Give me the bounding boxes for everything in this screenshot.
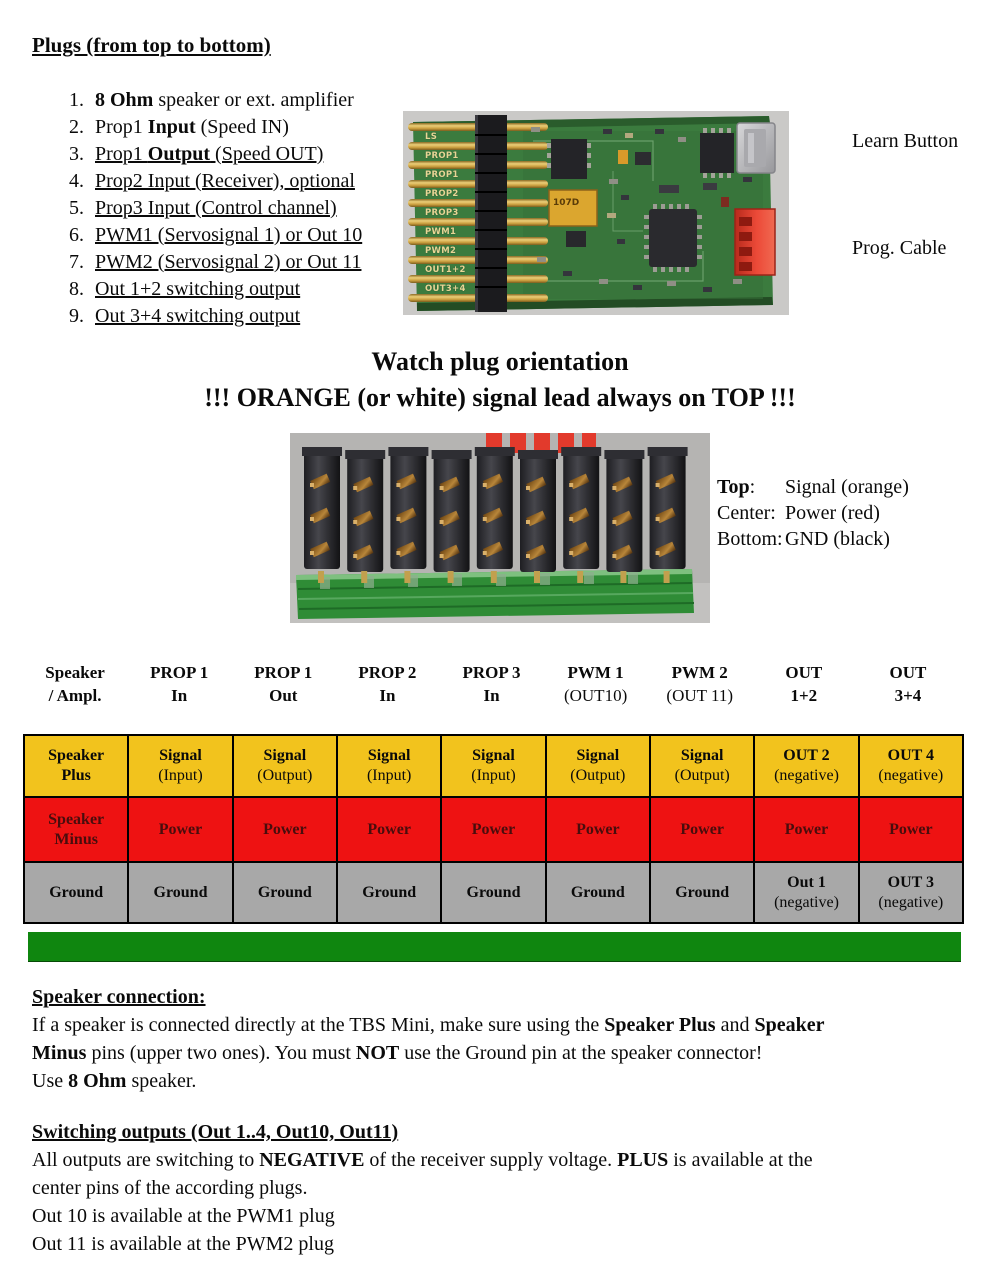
- text-segment: Prop3 Input (Control channel): [95, 197, 337, 219]
- text-segment: Bottom:: [717, 528, 783, 550]
- table-cell: [234, 798, 336, 861]
- text-segment: Out 3+4 switching output: [95, 305, 301, 327]
- plug-number: 4.: [69, 170, 84, 192]
- column-header: [231, 661, 335, 707]
- text-segment: Speaker Plus: [604, 1014, 716, 1036]
- plug-number: 7.: [69, 251, 84, 273]
- table-cell-line: Power: [263, 820, 307, 838]
- text-segment: PWM1 (Servosignal 1) or Out 10: [95, 224, 363, 246]
- text-segment: speaker.: [126, 1070, 197, 1092]
- pin-label: PWM2: [425, 246, 457, 256]
- plug-list-item: [60, 305, 362, 332]
- table-cell: [25, 736, 127, 796]
- text-segment: Use: [32, 1070, 69, 1092]
- column-header-line: PWM 2: [671, 663, 728, 682]
- column-header-line: PROP 2: [358, 663, 417, 682]
- plug-list-item: [60, 116, 362, 143]
- column-header-line: Out: [269, 686, 298, 705]
- pin-label: PWM1: [425, 227, 457, 237]
- table-cell-line: Power: [680, 820, 724, 838]
- table-cell-line: Speaker: [48, 810, 105, 828]
- plug-number: 9.: [69, 305, 84, 327]
- column-header-line: 3+4: [894, 686, 922, 705]
- legend-key: [717, 526, 785, 552]
- table-cell-line: Signal: [159, 747, 202, 764]
- text-segment: PLUS: [617, 1149, 669, 1171]
- table-cell: [129, 863, 231, 922]
- text-segment: use the Ground pin at the speaker connector!: [399, 1042, 763, 1064]
- text-segment: Speaker: [754, 1014, 825, 1036]
- prog-cable-label: Prog. Cable: [852, 237, 947, 259]
- table-cell: [442, 863, 544, 922]
- text-line: [32, 1039, 982, 1067]
- table-cell-line: Ground: [49, 883, 104, 901]
- plug-label: [95, 170, 355, 197]
- plug-connectors: [302, 447, 688, 583]
- section-speaker-connection: [32, 983, 982, 1095]
- text-segment: and: [715, 1014, 755, 1036]
- plug-label: [95, 278, 300, 305]
- plug-number: 2.: [69, 116, 84, 138]
- column-header: [544, 661, 648, 707]
- pin-table-header: [23, 661, 960, 707]
- legend-value: Signal (orange): [785, 476, 909, 498]
- learn-button-label: Learn Button: [852, 130, 959, 152]
- table-cell: [338, 798, 440, 861]
- table-cell: [755, 798, 857, 861]
- table-cell-line: Power: [784, 820, 829, 838]
- plug-list-item: [60, 170, 362, 197]
- plug-number: 6.: [69, 224, 84, 246]
- table-cell-line: Plus: [61, 767, 91, 784]
- plug-label: [95, 251, 361, 278]
- plug-list-item: [60, 89, 362, 116]
- table-cell-line: Speaker: [48, 747, 105, 764]
- plugs-photo-image: [290, 433, 710, 623]
- text-segment: Top: [717, 476, 750, 498]
- text-segment: is available at the: [668, 1149, 813, 1171]
- section-switching-outputs: [32, 1118, 982, 1258]
- table-cell-line: (negative): [878, 767, 944, 784]
- text-line: [32, 1067, 982, 1095]
- table-cell-line: (Output): [257, 767, 313, 784]
- table-cell-line: Out 1: [787, 873, 826, 891]
- column-header: [23, 661, 127, 707]
- pin-header-strip: [475, 115, 507, 312]
- legend-key: [717, 500, 785, 526]
- plug-list: [60, 89, 362, 332]
- column-header: [648, 661, 752, 707]
- text-segment: If a speaker is connected directly at the TBS Mini, make sure using the: [32, 1014, 605, 1036]
- plug-list-item: [60, 224, 362, 251]
- text-segment: Out 10 is available at the PWM1 plug: [32, 1205, 335, 1227]
- text-line: [32, 1146, 982, 1174]
- table-cell-line: Signal: [576, 747, 620, 764]
- table-cell: [547, 736, 649, 796]
- pin-label: PROP1: [425, 151, 459, 161]
- text-line: [32, 1202, 982, 1230]
- pin-label: PROP3: [425, 208, 459, 218]
- plug-legend: [717, 474, 909, 552]
- text-segment: PWM2 (Servosignal 2) or Out 11: [95, 251, 362, 273]
- text-segment: (Speed OUT): [210, 143, 324, 165]
- plug-number: 5.: [69, 197, 84, 219]
- table-cell-line: (negative): [774, 767, 839, 784]
- column-header-line: OUT: [889, 663, 927, 682]
- table-cell: [651, 736, 753, 796]
- table-cell-line: Power: [576, 820, 620, 838]
- text-segment: NOT: [355, 1042, 400, 1064]
- table-cell-line: (negative): [878, 893, 944, 911]
- ic-chip-2: [700, 133, 734, 173]
- table-cell: [755, 736, 857, 796]
- plug-label: [95, 143, 323, 170]
- table-cell: [234, 736, 336, 796]
- table-cell-line: (Input): [366, 767, 412, 784]
- plug-list-item: [60, 197, 362, 224]
- column-header-line: PROP 1: [254, 663, 313, 682]
- column-header-line: 1+2: [790, 686, 818, 705]
- pin-label: OUT1+2: [425, 265, 466, 275]
- table-cell-line: OUT 3: [887, 873, 935, 891]
- legend-row: [717, 500, 909, 526]
- processor-chip: [644, 204, 702, 272]
- pin-label: OUT3+4: [425, 284, 466, 294]
- tantalum-capacitor: [549, 190, 597, 226]
- text-segment: Minus: [32, 1042, 87, 1064]
- column-header: [439, 661, 543, 707]
- column-header-line: (OUT10): [563, 686, 628, 705]
- table-cell: [129, 798, 231, 861]
- column-header-line: PWM 1: [567, 663, 624, 682]
- plug-label: [95, 116, 289, 143]
- orientation-warning: [0, 344, 1000, 416]
- text-line: [32, 1174, 982, 1202]
- orientation-line-2: !!! ORANGE (or white) signal lead always on TOP !!!: [204, 383, 796, 412]
- table-cell-line: Ground: [675, 883, 730, 901]
- pin-table: [23, 734, 964, 924]
- column-header-line: In: [171, 686, 188, 705]
- table-cell: [651, 863, 753, 922]
- legend-row: [717, 474, 909, 500]
- learn-button-photo: [737, 123, 775, 173]
- table-cell-line: Ground: [466, 883, 521, 901]
- plug-number: 3.: [69, 143, 84, 165]
- column-header-line: (OUT 11): [666, 686, 733, 705]
- column-header-line: OUT: [785, 663, 823, 682]
- table-cell-line: (Output): [674, 767, 730, 784]
- text-segment: Prop1: [95, 116, 148, 138]
- table-cell-line: Ground: [362, 883, 417, 901]
- pin-label: PROP2: [425, 189, 459, 199]
- table-cell: [651, 798, 753, 861]
- column-header-line: Speaker: [45, 663, 105, 682]
- table-cell: [547, 863, 649, 922]
- table-cell-line: (Input): [471, 767, 516, 784]
- pin-label: PROP1: [425, 170, 459, 180]
- table-cell-line: Signal: [680, 747, 724, 764]
- table-cell: [860, 798, 962, 861]
- plug-number: 1.: [69, 89, 84, 111]
- smd-orange: [618, 150, 628, 164]
- legend-key: [717, 474, 785, 500]
- table-cell-line: Ground: [257, 883, 312, 901]
- column-header: [335, 661, 439, 707]
- table-cell-line: Signal: [263, 747, 307, 764]
- text-segment: 8 Ohm: [68, 1070, 127, 1092]
- text-segment: of the receiver supply voltage.: [364, 1149, 618, 1171]
- table-cell-line: Signal: [367, 747, 411, 764]
- table-cell: [860, 736, 962, 796]
- text-segment: Out 1+2 switching output: [95, 278, 301, 300]
- column-header-line: PROP 3: [462, 663, 521, 682]
- table-cell: [234, 863, 336, 922]
- table-cell-line: Power: [889, 820, 933, 838]
- column-header-line: In: [379, 686, 396, 705]
- section-body: [32, 1011, 982, 1095]
- legend-row: [717, 526, 909, 552]
- table-cell-line: (negative): [774, 893, 839, 911]
- page-title: Plugs (from top to bottom): [32, 33, 271, 57]
- table-cell: [338, 736, 440, 796]
- text-segment: Output: [147, 143, 211, 165]
- table-cell-line: Minus: [54, 830, 98, 848]
- table-cell-line: OUT 2: [783, 747, 830, 764]
- text-segment: Out 11 is available at the PWM2 plug: [32, 1233, 334, 1255]
- table-cell: [547, 798, 649, 861]
- prog-connector: [735, 209, 775, 275]
- column-header-line: In: [483, 686, 500, 705]
- table-cell-line: Ground: [570, 883, 625, 901]
- plug-label: [95, 89, 354, 116]
- table-cell-line: Power: [471, 820, 516, 838]
- plug-list-item: [60, 143, 362, 170]
- table-cell: [338, 863, 440, 922]
- orientation-line-1: Watch plug orientation: [371, 347, 629, 376]
- text-segment: speaker or ext. amplifier: [153, 89, 354, 111]
- plug-list-item: [60, 251, 362, 278]
- table-cell: [860, 863, 962, 922]
- text-segment: 8 Ohm: [95, 89, 154, 111]
- plug-label: [95, 224, 362, 251]
- text-segment: Input: [147, 116, 196, 138]
- text-segment: (Speed IN): [195, 116, 289, 138]
- ic-chip: [551, 139, 587, 179]
- table-cell-line: (Output): [570, 767, 626, 784]
- table-cell-line: (Input): [158, 767, 203, 784]
- text-segment: Prop2 Input (Receiver), optional: [95, 170, 355, 192]
- plugs-photo: [290, 433, 710, 623]
- table-cell-line: Power: [367, 820, 411, 838]
- column-header-line: / Ampl.: [48, 686, 102, 705]
- text-line: [32, 1011, 982, 1039]
- text-segment: Center:: [717, 502, 776, 524]
- table-cell-line: Signal: [472, 747, 515, 764]
- module-photo: [403, 111, 789, 315]
- table-cell: [25, 798, 127, 861]
- table-cell: [129, 736, 231, 796]
- section-body: [32, 1146, 982, 1258]
- text-segment: :: [749, 476, 756, 498]
- plug-label: [95, 305, 300, 332]
- text-segment: Prop1: [95, 143, 148, 165]
- plug-label: [95, 197, 337, 224]
- legend-value: Power (red): [785, 502, 880, 524]
- column-header: [127, 661, 231, 707]
- section-heading: Speaker connection:: [32, 986, 206, 1008]
- column-header-line: PROP 1: [150, 663, 209, 682]
- plug-list-item: [60, 278, 362, 305]
- table-cell: [755, 863, 857, 922]
- table-cell: [442, 798, 544, 861]
- table-cell-line: Ground: [153, 883, 208, 901]
- green-board-bar: [28, 932, 961, 962]
- text-segment: NEGATIVE: [259, 1149, 365, 1171]
- legend-value: GND (black): [785, 528, 890, 550]
- text-segment: pins (upper two ones). You must: [86, 1042, 356, 1064]
- text-line: [32, 1230, 982, 1258]
- capacitor-label: 107D: [553, 198, 580, 208]
- plug-number: 8.: [69, 278, 84, 300]
- column-header: [752, 661, 856, 707]
- table-cell-line: OUT 4: [887, 747, 935, 764]
- table-cell: [442, 736, 544, 796]
- section-heading: Switching outputs (Out 1..4, Out10, Out11): [32, 1121, 399, 1143]
- table-cell: [25, 863, 127, 922]
- column-header: [856, 661, 960, 707]
- text-segment: center pins of the according plugs.: [32, 1177, 308, 1199]
- table-cell-line: Power: [158, 820, 203, 838]
- pin-label: LS: [425, 132, 438, 142]
- text-segment: All outputs are switching to: [32, 1149, 260, 1171]
